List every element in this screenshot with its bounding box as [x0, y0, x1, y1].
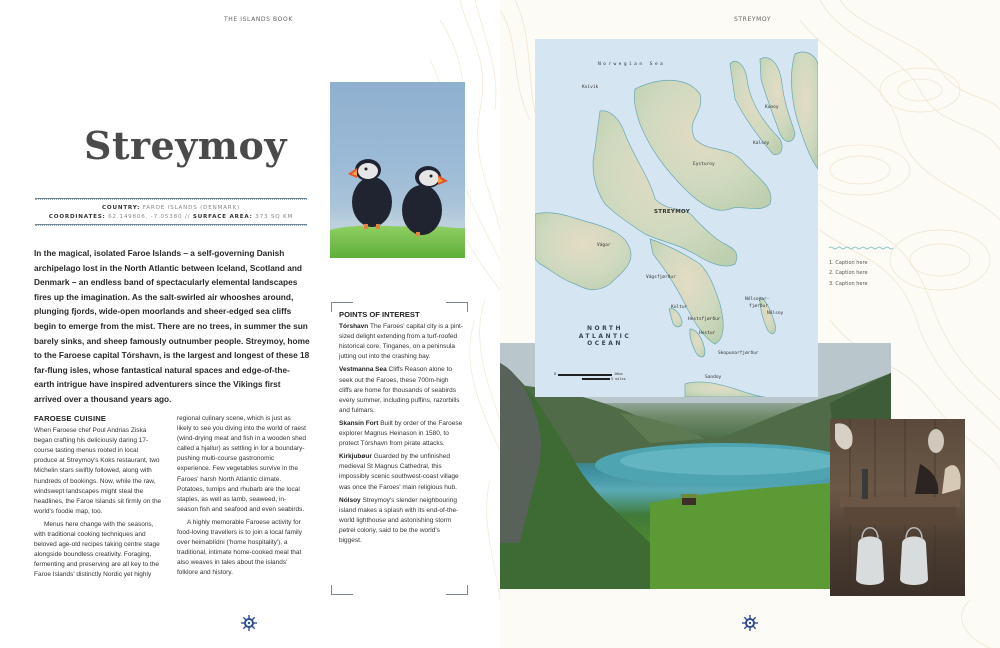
- ocean-label-line-2: ATLANTIC: [578, 332, 632, 340]
- ocean-label-line-1: NORTH: [586, 325, 624, 332]
- map-label-kunoy: Kunoy: [765, 105, 779, 110]
- scale-miles: 5 miles: [611, 377, 626, 381]
- island-facts-box: [35, 198, 307, 226]
- coordinates-value: 62.149806, -7.05380: [108, 214, 183, 220]
- poi-text: Guarded by the unfinished medieval St Magnus Cathedral, this impossibly scenic southwest-coast village was once the Faroes' main religious hub.: [339, 453, 459, 491]
- poi-item-vestmanna: [339, 365, 463, 415]
- drying-shed-interior-photo: [830, 419, 965, 596]
- map-label-eysturoy: Eysturoy: [693, 162, 715, 167]
- ships-wheel-icon: [741, 614, 759, 632]
- map-label-hestur: Hestur: [699, 331, 716, 336]
- poi-name: Kirkjubøur: [339, 453, 372, 461]
- coordinates-label: COORDINATES:: [48, 214, 106, 220]
- ocean-label-line-3: OCEAN: [587, 340, 623, 347]
- poi-name: Tórshavn: [339, 323, 369, 331]
- poi-item-nolsoy: [339, 496, 463, 546]
- cuisine-paragraph-3: regional culinary scene, which is just as likely to see you diving into the world of raest (wind-drying meat and fish in a wooden shed called a hjallur) as settling in for a boundary-pushing multi-course gastronomic experience. Few vegetables survive in the Faroes' harsh North Atlantic climate. Potatoes, turnips and rhubarb are the local staples, as well as lamb, seaweed, in-season fish and seafood and even seabirds.: [177, 415, 306, 513]
- facts-rule-bottom: [35, 224, 307, 226]
- poi-text: Cliffs Reason alone to seek out the Faroes, these 700m-high cliffs are home for thousands of seabirds every summer, including puffins, razorbills and fulmars.: [339, 366, 460, 414]
- map-label-norwegian-sea: Norwegian Sea: [598, 62, 666, 67]
- surface-area-value: 373 SQ KM: [255, 214, 294, 220]
- puffins-photo: [330, 82, 465, 258]
- poi-heading: POINTS OF INTEREST: [339, 310, 420, 319]
- poi-item-skansin: [339, 419, 463, 449]
- streymoy-map: [535, 39, 818, 397]
- map-label-north-atlantic-ocean: [570, 325, 640, 348]
- map-label-kalsoy: Kalsoy: [753, 141, 770, 146]
- poi-item-torshavn: [339, 322, 463, 362]
- intro-paragraph: In the magical, isolated Faroe Islands – a self-governing Danish archipelago lost in the North Atlantic between Iceland, Scotland and Denmark – an endless band of spectacularly elemental landscapes fires up the imagination. As the salt-swirled air whooshes around, plunging fjords, wide-open moorlands and sheer-edged sea cliffs begin to emerge from the mist. There are no trees, in summer the sun barely sinks, and sheep famously outnumber people. Streymoy, home to the Faroese capital Tórshavn, is the largest and longest of these 18 far-flung isles, whose fantastical natural spaces and edge-of-the-earth intrigue have inspired adventurers since the Vikings first arrived over a thousand years ago.: [34, 248, 310, 404]
- cuisine-column-1: [34, 414, 162, 584]
- scale-zero: 0: [554, 372, 557, 376]
- map-label-kvivik: Kvívík: [582, 85, 599, 90]
- ships-wheel-icon: [240, 614, 258, 632]
- box-corner: [331, 585, 353, 595]
- cuisine-heading: FAROESE CUISINE: [34, 414, 107, 423]
- poi-text: Built by order of the Faroese explorer Magnus Heinason in 1580, to protect Tórshavn from pirate attacks.: [339, 419, 463, 448]
- facts-separator: //: [184, 214, 191, 220]
- surface-area-label: SURFACE AREA:: [192, 214, 253, 220]
- right-page: [500, 0, 1000, 648]
- captions-block: [829, 240, 895, 289]
- poi-name: Nólsoy: [339, 496, 361, 504]
- facts-coordinates-line: [35, 214, 307, 220]
- map-label-sandoy: Sandoy: [705, 375, 722, 380]
- facts-country-line: [35, 205, 307, 211]
- running-head-right: STREYMOY: [734, 16, 772, 23]
- map-label-fjordur: fjørður: [749, 304, 768, 309]
- map-label-vagar: Vágar: [597, 243, 611, 248]
- puffins-illustration: [330, 82, 465, 258]
- caption-2: 2. Caption here: [829, 270, 868, 277]
- poi-text: Streymoy's slender neighbouring island makes a splash with its end-of-the-world lighthouse and astonishing storm petrel colony, said to be the world's biggest.: [339, 496, 459, 544]
- poi-text: The Faroes' capital city is a pint-sized delight extending from a turf-roofed historical core, Tinganes, on a peninsula jutting out into the crashing bay.: [339, 323, 463, 361]
- wave-divider-icon: [829, 246, 893, 250]
- caption-3: 3. Caption here: [829, 280, 868, 287]
- box-corner: [446, 585, 468, 595]
- cuisine-paragraph-2: Menus here change with the seasons, with traditional cooking techniques and beloved age-old recipes taking centre stage alongside boundless creativity. Foraging, fermenting and preserving are all key to the Faroe Islands' distinctly Nordic yet highly: [34, 520, 160, 579]
- map-label-nolsoyar: Nólsoyar-: [745, 297, 770, 302]
- map-label-streymoy: STREYMOY: [654, 209, 691, 215]
- map-scale-bar: [554, 372, 624, 382]
- poi-name: Vestmanna Sea: [339, 366, 387, 374]
- map-label-nolsoy: Nólsoy: [767, 311, 784, 316]
- facts-rule-top: [35, 198, 307, 200]
- country-value: FAROE ISLANDS (DENMARK): [142, 205, 240, 211]
- country-label: COUNTRY:: [102, 205, 141, 211]
- map-label-skopunarfjordur: Skopunarfjørður: [718, 351, 759, 356]
- cuisine-paragraph-1: When Faroese chef Poul Andrias Ziska began crafting his deliciously daring 17-course tasting menus rooted in local produce at Streymoy's Koks restaurant, two Michelin stars swiftly followed, along with hundreds of bookings. Now, while the raw, windswept landscapes might steal the headlines, the Faroe Islands sit firmly on the world's foodie map, too.: [34, 427, 162, 515]
- map-label-koltur: Koltur: [671, 305, 688, 310]
- poi-item-kirkjubour: [339, 452, 463, 492]
- map-label-hestsfjordur: Hestsfjørður: [688, 317, 721, 322]
- cuisine-column-2: [177, 414, 307, 582]
- cuisine-paragraph-4: A highly memorable Faroese activity for food-loving travellers is to join a local family over heimablídni ('home hospitality'), a traditional, intimate home-cooked meal that also weaves in tales about the islands' folklore and history.: [177, 518, 302, 577]
- caption-1: 1. Caption here: [829, 260, 868, 266]
- page-title: Streymoy: [84, 123, 287, 168]
- running-head-left: THE ISLANDS BOOK: [224, 16, 293, 23]
- points-of-interest-box: [333, 302, 466, 595]
- poi-name: Skansin Fort: [339, 419, 379, 427]
- map-label-vagsfjordur: Vágsfjørður: [646, 275, 676, 280]
- scale-km: 10km: [614, 372, 623, 376]
- shed-illustration: [830, 419, 965, 596]
